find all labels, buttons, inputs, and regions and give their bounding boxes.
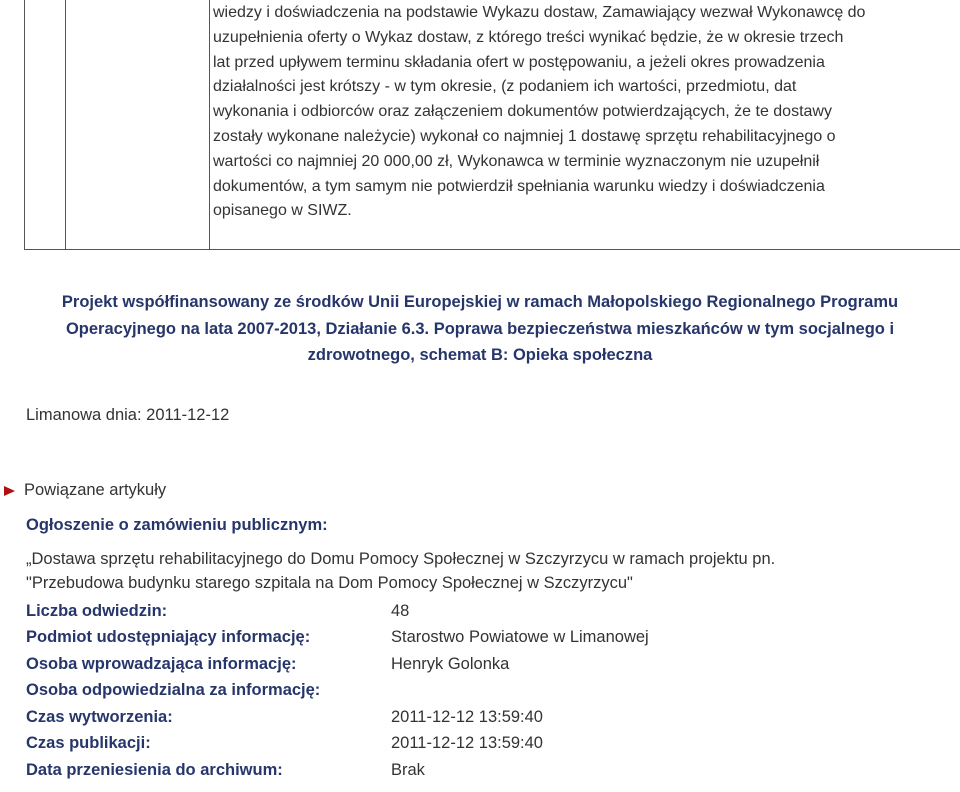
meta-row-published: [26, 731, 649, 758]
justification-line: lat przed upływem terminu składania ofert w postępowaniu, a jeżeli okres prowadzenia: [213, 53, 825, 71]
justification-line: wykonania i odbiorców oraz załączeniem dokumentów potwierdzających, że te dostawy: [213, 103, 832, 121]
table-cell-name: [66, 0, 210, 249]
justification-line: wartości co najmniej 20 000,00 zł, Wykonawca w terminie wyznaczonym nie uzupełnił: [213, 152, 820, 170]
project-line: Operacyjnego na lata 2007-2013, Działanie 6.3. Poprawa bezpieczeństwa mieszkańców w tym socjalnego i: [65, 319, 895, 338]
notice-heading: Ogłoszenie o zamówieniu publicznym:: [26, 516, 328, 534]
justification-line: dokumentów, a tym samym nie potwierdził spełniania warunku wiedzy i doświadczenia: [213, 177, 825, 195]
meta-row-entered-by: [26, 651, 649, 678]
related-articles-label: Powiązane artykuły: [24, 481, 167, 499]
meta-value: 48: [391, 601, 410, 620]
meta-label: Osoba odpowiedzialna za informację:: [26, 681, 321, 700]
meta-label: Data przeniesienia do archiwum:: [26, 760, 283, 779]
project-line: zdrowotnego, schemat B: Opieka społeczna: [307, 346, 653, 364]
project-funding-note: [20, 289, 940, 369]
justification-line: zostały wykonane należycie) wykonał co najmniej 1 dostawę sprzętu rehabilitacyjnego o: [213, 127, 836, 145]
notice-title-line: „Dostawa sprzętu rehabilitacyjnego do Domu Pomocy Społecznej w Szczyrzycu w ramach projektu pn.: [26, 550, 776, 568]
meta-label: Podmiot udostępniający informację:: [26, 628, 311, 647]
justification-line: działalności jest krótszy - w tym okresie, (z podaniem ich wartości, przedmiotu, dat: [213, 78, 797, 96]
meta-row-visits: [26, 598, 649, 625]
justification-line-last: opisanego w SIWZ.: [213, 202, 352, 220]
meta-row-responsible: [26, 678, 649, 705]
meta-value: Henryk Golonka: [391, 654, 510, 673]
arrow-bullet-icon: [4, 486, 15, 496]
meta-label: Osoba wprowadzająca informację:: [26, 654, 297, 673]
metadata-table: [26, 598, 649, 784]
meta-label: Czas publikacji:: [26, 734, 151, 753]
meta-row-archive: [26, 757, 649, 784]
justification-line: wiedzy i doświadczenia na podstawie Wykazu dostaw, Zamawiający wezwał Wykonawcę do: [213, 4, 866, 21]
meta-label: Liczba odwiedzin:: [26, 601, 168, 620]
notice-title-line: "Przebudowa budynku starego szpitala na Dom Pomocy Społecznej w Szczyrzycu": [26, 573, 633, 592]
notice-title[interactable]: [26, 548, 926, 595]
place-date: Limanowa dnia: 2011-12-12: [26, 406, 230, 424]
meta-value: Starostwo Powiatowe w Limanowej: [391, 628, 649, 647]
meta-value: 2011-12-12 13:59:40: [391, 707, 543, 726]
justification-line: uzupełnienia oferty o Wykaz dostaw, z którego treści wynikać będzie, że w okresie trzech: [213, 28, 844, 46]
related-articles-link[interactable]: [4, 481, 166, 500]
meta-label: Czas wytworzenia:: [26, 707, 173, 726]
meta-value: 2011-12-12 13:59:40: [391, 734, 543, 753]
results-table-fragment: [24, 0, 960, 250]
meta-row-publisher: [26, 625, 649, 652]
table-cell-number: [25, 0, 66, 249]
table-cell-justification: [213, 1, 957, 224]
meta-row-created: [26, 704, 649, 731]
meta-value: Brak: [391, 760, 425, 779]
project-line: Projekt współfinansowany ze środków Unii Europejskiej w ramach Małopolskiego Regionalnego Programu: [61, 293, 899, 311]
